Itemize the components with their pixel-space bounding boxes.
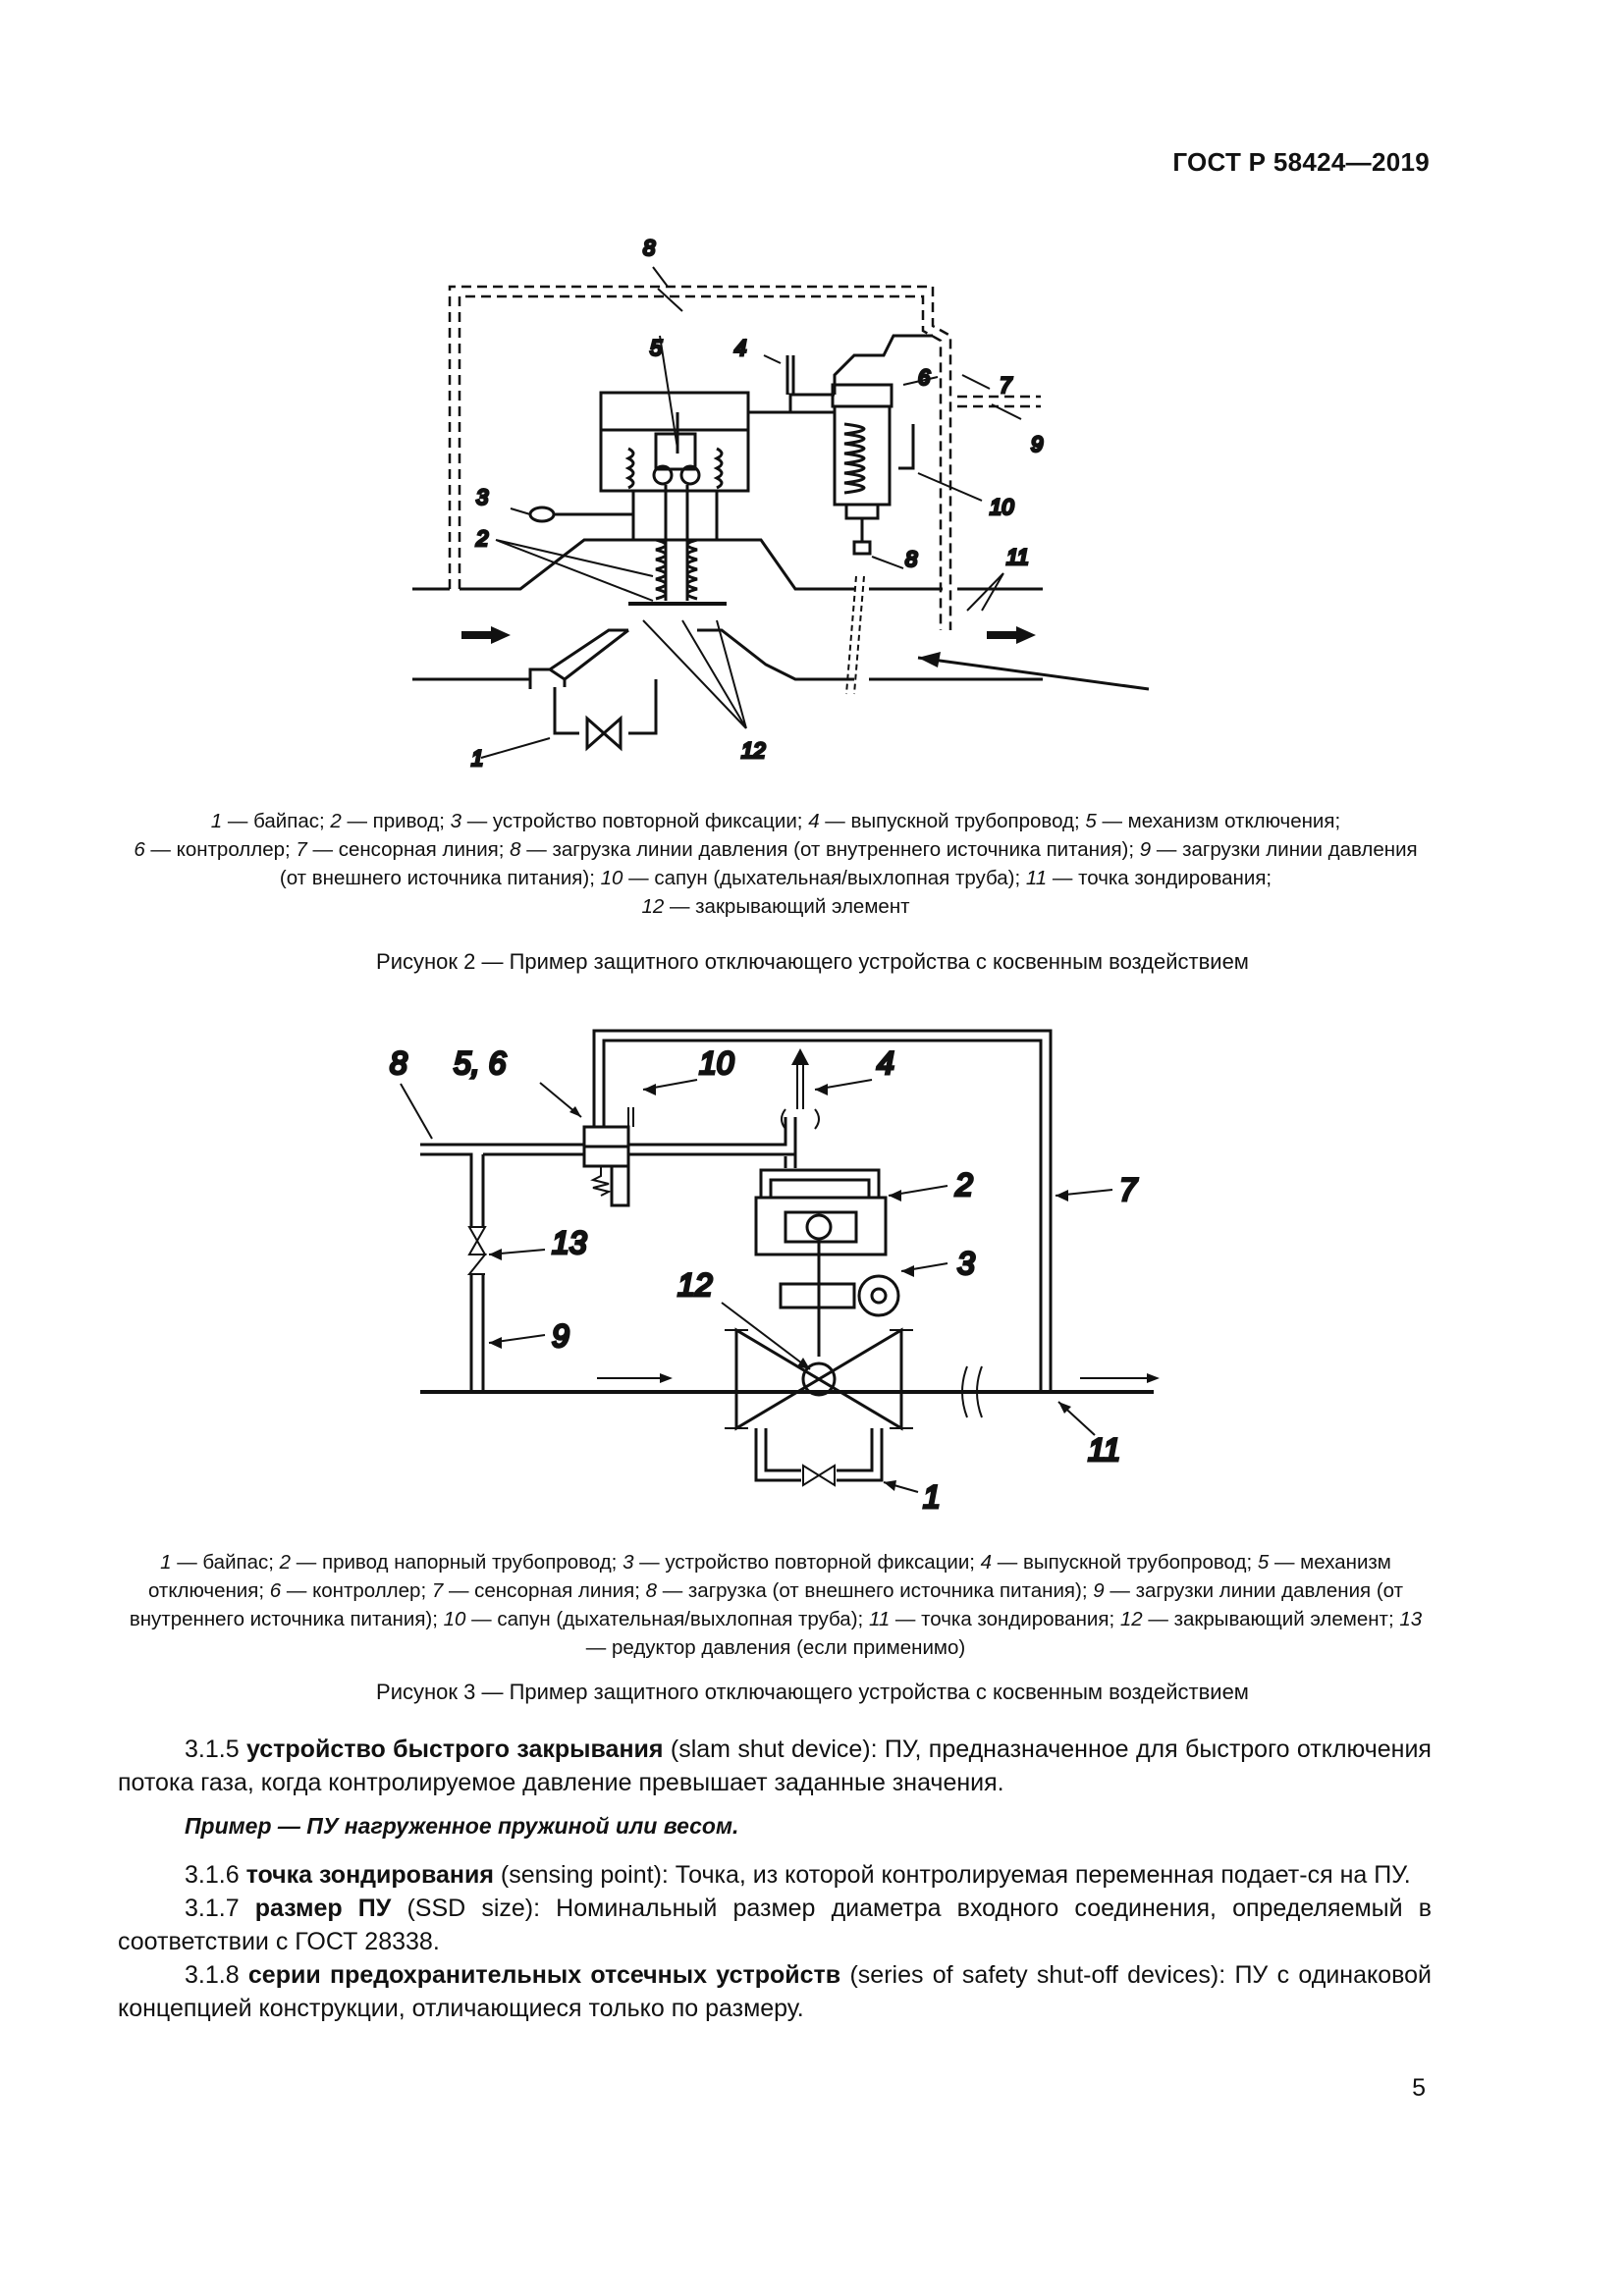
- legend-item: 10 — сапун (дыхательная/выхлопная труба);: [443, 1608, 869, 1630]
- definition-3-1-8: 3.1.8 серии предохранительных отсечных устройств (series of safety shut-off devices): ПУ с одинаковой концепцией конструкции, отличающиеся только по размеру.: [118, 1961, 1432, 2022]
- fig2-label-1: 1: [471, 746, 484, 771]
- figure-3-legend: [123, 1548, 1429, 1662]
- fig3-label-3: 3: [957, 1246, 975, 1281]
- figure-3-diagram: [0, 1011, 1624, 1531]
- definition-3-1-7: 3.1.7 размер ПУ (SSD size): Номинальный размер диаметра входного соединения, определяемый в соответствии с ГОСТ 28338.: [118, 1895, 1433, 1955]
- legend-item: 8 — загрузка линии давления (от внутреннего источника питания);: [510, 838, 1140, 861]
- fig2-label-2: 2: [476, 526, 489, 551]
- legend-item: 6 — контроллер;: [269, 1579, 432, 1602]
- legend-item: 2 — привод напорный трубопровод;: [279, 1551, 623, 1574]
- fig3-label-9: 9: [552, 1318, 569, 1354]
- fig3-label-10: 10: [699, 1045, 734, 1081]
- legend-item: 4 — выпускной трубопровод;: [980, 1551, 1258, 1574]
- fig2-label-5: 5: [650, 336, 663, 360]
- fig2-label-7: 7: [1000, 373, 1012, 398]
- fig2-label-10: 10: [990, 495, 1014, 519]
- fig2-label-8b: 8: [905, 547, 918, 571]
- legend-item: 7 — сенсорная линия;: [296, 838, 511, 861]
- fig2-label-4: 4: [734, 336, 747, 360]
- legend-item: 1 — байпас;: [160, 1551, 280, 1574]
- legend-item: 1 — байпас;: [210, 810, 331, 832]
- fig3-label-5-6: 5, 6: [454, 1045, 507, 1081]
- figure-2-caption: Рисунок 2 — Пример защитного отключающего устройства с косвенным воздействием: [376, 949, 1249, 974]
- legend-item: 11 — точка зондирования;: [868, 1608, 1120, 1630]
- fig3-label-7: 7: [1119, 1172, 1137, 1207]
- legend-item: 5 — механизм отключения;: [147, 1551, 1391, 1602]
- definition-3-1-6: 3.1.6 точка зондирования (sensing point): Точка, из которой контролируемая переменная подает-ся на ПУ.: [185, 1861, 1411, 1889]
- fig2-label-9: 9: [1031, 432, 1044, 456]
- fig3-label-1: 1: [923, 1479, 941, 1515]
- legend-item: 6 — контроллер;: [134, 838, 297, 861]
- fig3-label-2: 2: [955, 1167, 973, 1202]
- legend-item: 12 — закрывающий элемент;: [1119, 1608, 1400, 1630]
- legend-item: 11 — точка зондирования;: [1025, 867, 1272, 889]
- document-code: ГОСТ Р 58424—2019: [1172, 147, 1430, 177]
- legend-item: 13 — редуктор давления (если применимо): [585, 1608, 1423, 1659]
- legend-item: 4 — выпускной трубопровод;: [808, 810, 1086, 832]
- fig2-label-6: 6: [918, 365, 931, 390]
- definitions-block: [118, 1858, 1432, 2025]
- figure-3-caption: Рисунок 3 — Пример защитного отключающего устройства с косвенным воздействием: [376, 1680, 1249, 1704]
- legend-item: 7 — сенсорная линия;: [431, 1579, 646, 1602]
- example-note: Пример — ПУ нагруженное пружиной или весом.: [185, 1813, 739, 1839]
- fig2-label-8: 8: [643, 236, 656, 260]
- legend-item: 3 — устройство повторной фиксации;: [450, 810, 809, 832]
- term: устройство быстрого закрывания: [245, 1735, 664, 1763]
- legend-item: 8 — загрузка (от внешнего источника питания);: [645, 1579, 1094, 1602]
- legend-item: 3 — устройство повторной фиксации;: [623, 1551, 981, 1574]
- fig3-label-11: 11: [1088, 1432, 1121, 1468]
- fig2-label-11: 11: [1006, 545, 1029, 569]
- figure-2-diagram: [0, 228, 1624, 797]
- fig2-label-12: 12: [741, 738, 766, 763]
- legend-item: 10 — сапун (дыхательная/выхлопная труба);: [600, 867, 1026, 889]
- legend-item: 5 — механизм отключения;: [1085, 810, 1341, 832]
- legend-item: 9 — загрузки линии давления (от внутреннего источника питания);: [129, 1579, 1403, 1630]
- fig3-label-13: 13: [552, 1225, 587, 1260]
- figure-2-legend: [123, 807, 1429, 921]
- fig2-label-3: 3: [476, 485, 489, 509]
- legend-item: 12 — закрывающий элемент: [641, 895, 910, 918]
- fig3-label-8: 8: [390, 1045, 407, 1081]
- legend-item: 2 — привод;: [330, 810, 451, 832]
- legend-item: 9 — загрузки линии давления (от внешнего источника питания);: [279, 838, 1418, 889]
- fig3-label-4: 4: [877, 1045, 894, 1081]
- page-number: 5: [1412, 2074, 1426, 2102]
- definition-3-1-5: 3.1.5 устройство быстрого закрывания (slam shut device): ПУ, предназначенное для быстрого отключения потока газа, когда контролируемое давление превышает заданные значения.: [118, 1735, 1432, 1796]
- fig3-label-12: 12: [677, 1267, 713, 1303]
